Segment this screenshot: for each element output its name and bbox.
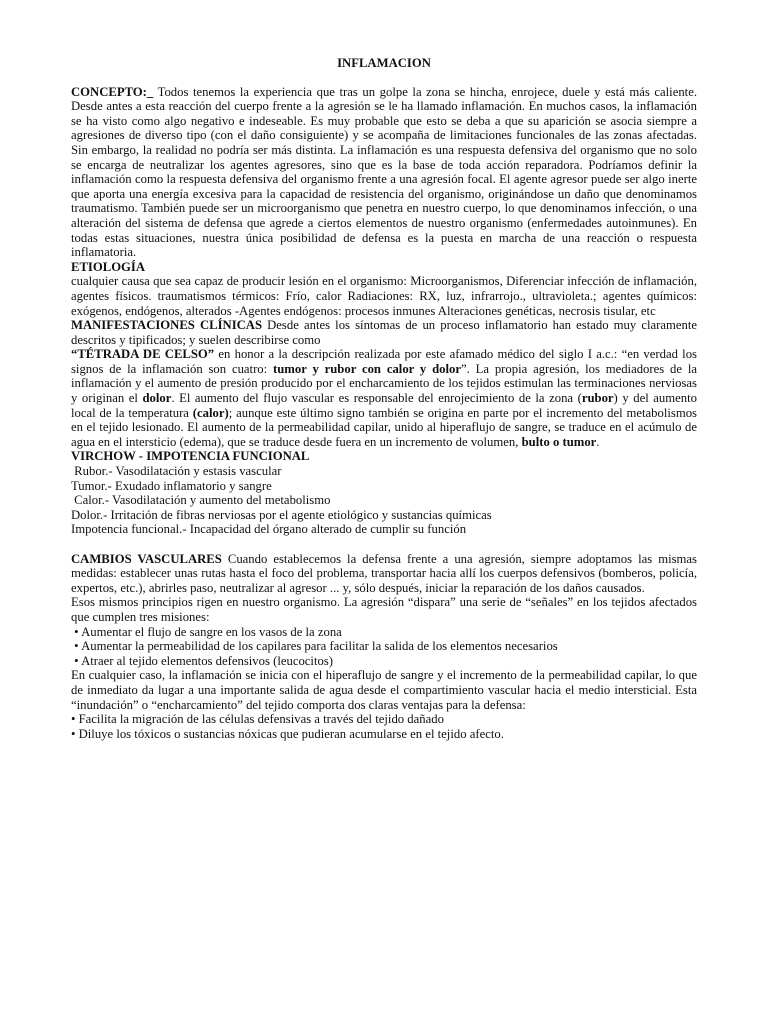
tetrada-paragraph xyxy=(71,347,697,449)
cambios-text: Cuando establecemos la defensa frente a una agresión, siempre adoptamos las mismas medidas: establecer unas rutas hasta el foco del problema, transportar hacia allí los cuerpos defensivos (bomberos, policía, expertos, etc.), abrirles paso, neutralizar al agresor ... y, sólo después, iniciar la reparación de los daños causados. xyxy=(71,551,697,595)
document-title: INFLAMACION xyxy=(337,56,431,70)
section-spacer xyxy=(71,537,697,552)
manifestaciones-text: Desde antes los síntomas de un proceso inflamatorio han estado muy claramente descritos y tipificados; y suelen describirse como xyxy=(71,318,697,347)
tetrada-text-4: ) y del aumento local de la temperatura xyxy=(71,391,697,420)
virchow-item-dolor: Dolor.- Irritación de fibras nerviosas por el agente etiológico y sustancias químicas xyxy=(71,507,492,522)
concepto-paragraph xyxy=(71,85,697,260)
tetrada-heading: “TÉTRADA DE CELSO” xyxy=(71,347,215,362)
virchow-item-calor: Calor.- Vasodilatación y aumento del metabolismo xyxy=(71,493,331,508)
virchow-item-rubor: Rubor.- Vasodilatación y estasis vascular xyxy=(71,464,282,479)
cambios-bullet-5: • Diluye los tóxicos o sustancias nóxicas que pudieran acumularse en el tejido afecto. xyxy=(71,726,504,741)
virchow-item-impotencia: Impotencia funcional.- Incapacidad del órgano alterado de cumplir su función xyxy=(71,522,467,537)
manifestaciones-paragraph xyxy=(71,318,697,347)
etiologia-heading: ETIOLOGÍA xyxy=(71,259,146,274)
concepto-text: Todos tenemos la experiencia que tras un golpe la zona se hincha, enrojece, duele y está más caliente. Desde antes a esta reacción del cuerpo frente a la agresión se le ha llamado inflamación. En muchos casos, la inflamación se ha visto como algo negativo e indeseable. Es muy probable que esto se deba a que su aparición se asocia siempre a agresiones de diverso tipo (con el daño consiguiente) y se acompaña de limitaciones funcionales de las zonas afectadas. Sin embargo, la realidad no podría ser más distinta. La inflamación es una respuesta defensiva del organismo que no solo se encarga de neutralizar los agentes agresores, sino que es la base de toda acción reparadora. Podríamos definir la inflamación como la respuesta defensiva del organismo frente a una agresión focal. El agente agresor puede ser algo inerte que aporta una energía excesiva para la capacidad de resistencia del organismo, originándose un daño que denominamos traumatismo. También puede ser un microorganismo que penetra en nuestro cuerpo, lo que denominamos infección, o una alteración del sistema de defensa que agrede a ciertos elementos de nuestro organismo (enfermedades autoinmunes). En todas estas situaciones, nuestra única posibilidad de defensa es la puesta en marcha de una reacción o respuesta inflamatoria. xyxy=(71,84,697,260)
tetrada-text-2: ”. La propia agresión, los mediadores de la inflamación y el aumento de presión producido por el encharcamiento de los tejidos estimulan las terminaciones nerviosas y originan el xyxy=(71,361,697,406)
tetrada-text-5: ; aunque este último signo también se origina en parte por el incremento del metabolismos en el tejido lesionado. El aumento de la permeabilidad capilar, unido al hiperaflujo de sangre, se traduce en el acúmulo de agua en el intersticio (edema), que se traduce desde fuera en un incremento de volumen, xyxy=(71,405,697,449)
tetrada-text-3: . El aumento del flujo vascular es responsable del enrojecimiento de la zona ( xyxy=(171,391,582,406)
cambios-heading: CAMBIOS VASCULARES xyxy=(71,551,222,566)
tetrada-bold-1: tumor y rubor con calor y dolor xyxy=(273,361,461,376)
etiologia-text: cualquier causa que sea capaz de producir lesión en el organismo: Microorganismos, Diferenciar infección de inflamación, agentes físicos. traumatismos térmicos: Frío, calor Radiaciones: RX, luz, infrarrojo., ultravioleta.; agentes químicos: exógenos, endógenos, alterados -Agentes endógenos: procesos inmunes Alteraciones genéticas, necrosis tisular, etc xyxy=(71,274,697,318)
cambios-bullet-2: • Aumentar la permeabilidad de los capilares para facilitar la salida de los elementos necesarios xyxy=(71,639,558,654)
cambios-bullet-4: • Facilita la migración de las células defensivas a través del tejido dañado xyxy=(71,712,444,727)
cambios-bullet-3: • Atraer al tejido elementos defensivos (leucocitos) xyxy=(71,653,333,668)
tetrada-text-1: en honor a la descripción realizada por este afamado médico del siglo I a.c.: “en verdad los signos de la inflamación son cuatro: xyxy=(71,347,697,376)
concepto-heading: CONCEPTO:_ xyxy=(71,84,154,99)
tetrada-bold-4: (calor) xyxy=(192,405,229,420)
cambios-bullet-1: • Aumentar el flujo de sangre en los vasos de la zona xyxy=(71,624,342,639)
tetrada-bold-2: dolor xyxy=(142,391,172,406)
page-content xyxy=(71,56,697,741)
tetrada-bold-3: rubor xyxy=(581,391,614,406)
virchow-item-tumor: Tumor.- Exudado inflamatorio y sangre xyxy=(71,478,272,493)
cambios-paragraph-2: Esos mismos principios rigen en nuestro organismo. La agresión “dispara” una serie de “señales” en los tejidos afectados que cumplen tres misiones: xyxy=(71,595,697,624)
tetrada-bold-5: bulto o tumor xyxy=(521,434,597,449)
manifestaciones-heading: MANIFESTACIONES CLÍNICAS xyxy=(71,318,263,333)
cambios-paragraph-3: En cualquier caso, la inflamación se inicia con el hiperaflujo de sangre y el incremento de la permeabilidad capilar, lo que de inmediato da lugar a una importante salida de agua desde el compartimiento vascular hacia el medio intersticial. Esta “inundación” o “encharcamiento” del tejido comporta dos claras ventajas para la defensa: xyxy=(71,668,697,712)
cambios-paragraph xyxy=(71,552,697,596)
tetrada-text-6: . xyxy=(596,434,600,449)
virchow-heading: VIRCHOW - IMPOTENCIA FUNCIONAL xyxy=(71,449,310,464)
